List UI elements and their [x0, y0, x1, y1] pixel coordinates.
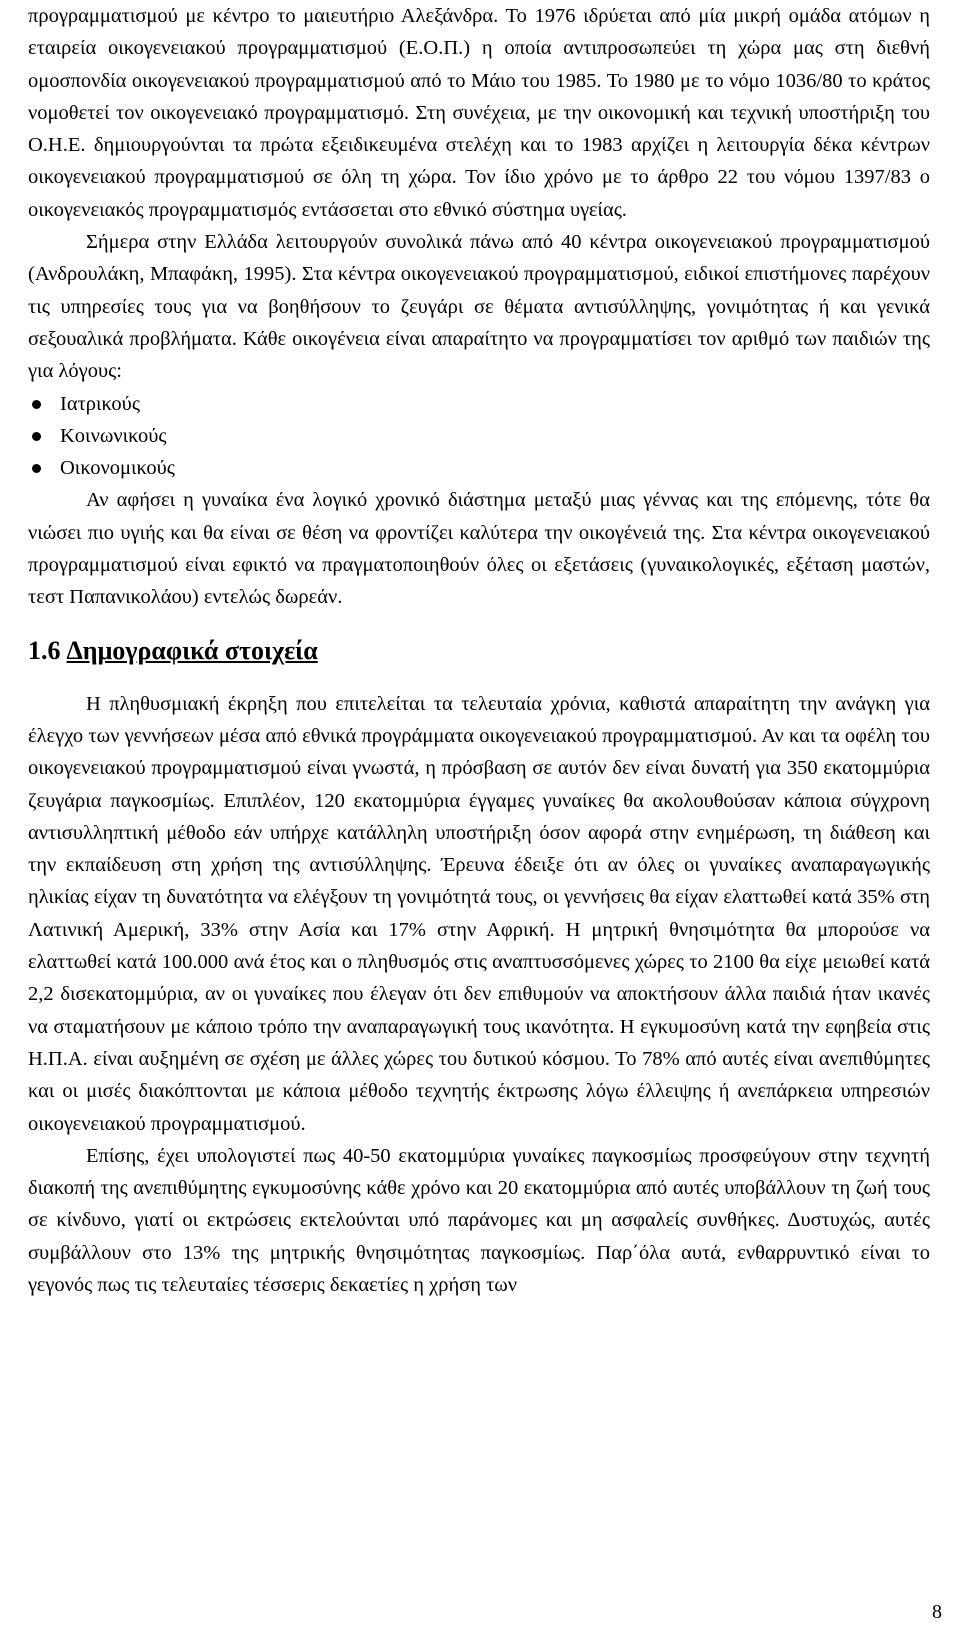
reasons-list — [28, 388, 930, 485]
section-title: Δημογραφικά στοιχεία — [66, 635, 318, 665]
paragraph-birth-spacing: Αν αφήσει η γυναίκα ένα λογικό χρονικό διάστημα μεταξύ μιας γέννας και της επόμενης, τότε θα νιώσει πιο υγιής και θα είναι σε θέση να φροντίζει καλύτερα την οικογένειά της. Στα κέντρα οικογενειακού προγραμματισμού είναι εφικτό να πραγματοποιηθούν όλες οι εξετάσεις (γυναικολογικές, εξέταση μαστών, τεστ Παπανικολάου) εντελώς δωρεάν. — [28, 489, 930, 609]
page-number: 8 — [932, 1601, 942, 1623]
bullet-icon — [32, 464, 41, 473]
list-item-label: Οικονομικούς — [60, 457, 175, 480]
list-item — [28, 420, 930, 452]
document-page — [28, 0, 930, 1301]
paragraph-family-planning-centers: Σήμερα στην Ελλάδα λειτουργούν συνολικά πάνω από 40 κέντρα οικογενειακού προγραμματισμού (Ανδρουλάκη, Μπαφάκη, 1995). Στα κέντρα οικογενειακού προγραμματισμού, ειδικοί επιστήμονες παρέχουν τις υπηρεσίες τους για να βοηθήσουν το ζευγάρι σε θέματα αντισύλληψης, γονιμότητας ή και γενικά σεξουαλικά προβλήματα. Κάθε οικογένεια είναι απαραίτητο να προγραμματίσει τον αριθμό των παιδιών της για λόγους: — [28, 231, 930, 383]
list-item-label: Ιατρικούς — [60, 392, 140, 415]
paragraph-history-continued: προγραμματισμού με κέντρο το μαιευτήριο Αλεξάνδρα. Το 1976 ιδρύεται από μία μικρή ομάδα ατόμων η εταιρεία οικογενειακού προγραμματισμού (Ε.Ο.Π.) η οποία αντιπροσωπεύει τη χώρα μας στη διεθνή ομοσπονδία οικογενειακού προγραμματισμού από το Μάιο του 1985. Το 1980 με το νόμο 1036/80 το κράτος νομοθετεί τον οικογενειακό προγραμματισμό. Στη συνέχεια, με την οικονομική και τεχνική υποστήριξη του Ο.Η.Ε. δημιουργούνται τα πρώτα εξειδικευμένα στελέχη και το 1983 αρχίζει η λειτουργία δέκα κέντρων οικογενειακού προγραμματισμού σε όλη τη χώρα. Τον ίδιο χρόνο με το άρθρο 22 του νόμου 1397/83 ο οικογενειακός προγραμματισμός εντάσσεται στο εθνικό σύστημα υγείας. — [28, 5, 930, 221]
paragraph-demographics-1: Η πληθυσμιακή έκρηξη που επιτελείται τα τελευταία χρόνια, καθιστά απαραίτητη την ανάγκη για έλεγχο των γεννήσεων μέσα από εθνικά προγράμματα οικογενειακού προγραμματισμού. Αν και τα οφέλη του οικογενειακού προγραμματισμού είναι γνωστά, η πρόσβαση σε αυτόν δεν είναι δυνατή για 350 εκατομμύρια ζευγάρια παγκοσμίως. Επιπλέον, 120 εκατομμύρια έγγαμες γυναίκες θα ακολουθούσαν κάποια σύγχρονη αντισυλληπτική μέθοδο εάν υπήρχε κατάλληλη υποστήριξη όσον αφορά στην ενημέρωση, τη διάθεση και την εκπαίδευση στη χρήση της αντισύλληψης. Έρευνα έδειξε ότι αν όλες οι γυναίκες αναπαραγωγικής ηλικίας είχαν τη δυνατότητα να ελέγξουν τη γονιμότητά τους, οι γεννήσεις θα είχαν ελαττωθεί κατά 35% στη Λατινική Αμερική, 33% στην Ασία και 17% στην Αφρική. Η μητρική θνησιμότητα θα μπορούσε να ελαττωθεί κατά 100.000 ανά έτος και ο πληθυσμός στις αναπτυσσόμενες χώρες το 2100 θα είχε μειωθεί κατά 2,2 δισεκατομμύρια, αν οι γυναίκες που έλεγαν ότι δεν επιθυμούν να αποκτήσουν άλλα παιδιά ήταν ικανές να σταματήσουν με κάποιο τρόπο την αναπαραγωγική τους ικανότητα. Η εγκυμοσύνη κατά την εφηβεία στις Η.Π.Α. είναι αυξημένη σε σχέση με άλλες χώρες του δυτικού κόσμου. Το 78% από αυτές είναι ανεπιθύμητες και οι μισές διακόπτονται με κάποια μέθοδο τεχνητής έκτρωσης λόγω έλλειψης ή ανεπάρκεια υπηρεσιών οικογενειακού προγραμματισμού. — [28, 692, 930, 1135]
section-heading — [28, 634, 930, 668]
paragraph-demographics-2: Επίσης, έχει υπολογιστεί πως 40-50 εκατομμύρια γυναίκες παγκοσμίως προσφεύγουν στην τεχνητή διακοπή της ανεπιθύμητης εγκυμοσύνης κάθε χρόνο και 20 εκατομμύρια από αυτές υποβάλλουν τη ζωή τους σε κίνδυνο, γιατί οι εκτρώσεις εκτελούνται υπό παράνομες και μη ασφαλείς συνθήκες. Δυστυχώς, αυτές συμβάλλουν στο 13% της μητρικής θνησιμότητας παγκοσμίως. Παρ΄όλα αυτά, ενθαρρυντικό είναι το γεγονός πως τις τελευταίες τέσσερις δεκαετίες η χρήση των — [28, 1144, 930, 1296]
bullet-icon — [32, 400, 41, 409]
list-item-label: Κοινωνικούς — [60, 424, 167, 447]
list-item — [28, 388, 930, 420]
bullet-icon — [32, 432, 41, 441]
section-number: 1.6 — [28, 635, 61, 665]
list-item — [28, 452, 930, 484]
